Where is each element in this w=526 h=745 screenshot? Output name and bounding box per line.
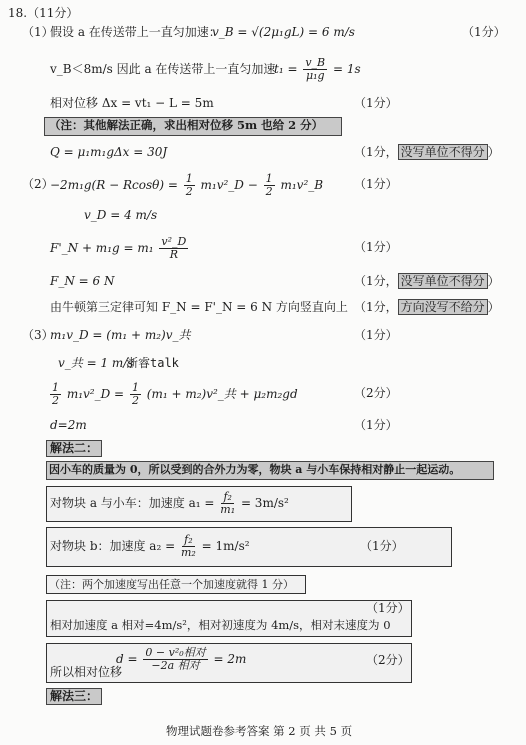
method2-title: 解法二： [46,440,102,457]
part3-label: （3） [22,328,54,342]
note-box-1 [44,117,342,136]
part2-label: （2） [22,177,54,191]
accel-a-fraction [220,491,235,516]
note-2-text: （注：两个加速度写出任意一个加速度就得 1 分） [49,578,294,591]
fn-numerator: v²_D [161,235,187,248]
method2-reason-box [46,461,494,480]
watermark-text: 浙睿talk [126,356,179,370]
rd-left: d = [116,652,138,666]
t1-denominator: μ₁g [305,69,325,82]
e1-right: m₁v²_B [280,178,324,192]
fn-unit-note: 没写单位不得分 [398,273,488,289]
e1-half-2 [264,173,275,198]
accel-b-text: 对物块 b：加速度 a₂ = [50,539,176,553]
heat-formula: Q = μ₁m₁gΔx = 30J [50,145,168,159]
accel-a-text: 对物块 a 与小车：加速度 a₁ = [50,496,215,510]
accel-a-result: = 3m/s² [240,496,289,510]
part1-line2-text: v_B＜8m/s 因此 a 在传送带上一直匀加速 [50,62,276,76]
energy-equation-2 [48,378,298,410]
energy-equation-1-score: （1分） [354,177,398,191]
t1-numerator: v_B [305,56,326,69]
e1-mid: m₁v²_D − [200,178,258,192]
fn-result: F_N = 6 N [50,274,115,288]
page-footer: 物理试题卷参考答案 第 2 页 共 5 页 [166,724,353,738]
e2-right: (m₁ + m₂)v²_共 + μ₂m₂gd [146,387,298,401]
accel-b-den: m₂ [180,546,196,559]
accel-b-fraction [181,534,196,559]
e1-half2-den: 2 [265,185,273,198]
t1-result: = 1s [332,62,361,76]
relative-displacement-formula [116,644,246,674]
part1-label: （1） [22,25,54,39]
e2-half2-num: 1 [131,381,139,394]
distance-result: d=2m [50,418,87,432]
rd-denominator: −2a 相对 [151,659,200,672]
method3-title: 解法三： [46,688,102,705]
note-box-2 [46,575,306,594]
fn-score-end: ） [487,274,500,288]
e2-half2-den: 2 [131,394,139,407]
relative-displacement-text: 所以相对位移 [50,665,123,679]
t1-symbol: t₁ = [274,62,298,76]
accel-a-line [50,488,289,518]
e1-half1-num: 1 [185,172,193,185]
rd-fraction [143,647,207,672]
rd-numerator: 0 − v²₀相对 [145,646,206,659]
relative-motion-text: 相对加速度 a 相对=4m/s²，相对初速度为 4m/s，相对末速度为 0 [50,618,391,632]
e1-left: −2m₁g(R − Rcosθ) = [50,178,178,192]
method2-reason: 因小车的质量为 0，所以受到的合外力为零，物块 a 与小车保持相对静止一起运动。 [49,463,461,476]
e1-half1-den: 2 [185,185,193,198]
fn-score-text: （1分， [354,274,398,288]
newton-direction-note: 方向没写不给分 [398,299,488,315]
momentum-score: （1分） [354,328,398,342]
part1-line1-score: （1分） [462,25,506,39]
t1-fraction [303,57,327,82]
accel-b-score: （1分） [360,539,404,553]
distance-score: （1分） [354,418,398,432]
part1-line3-score: （1分） [354,96,398,110]
accel-a-num: f₂ [223,490,232,503]
newton-third-law: 由牛顿第三定律可知 F_N = F'_N = 6 N 方向竖直向上 [50,300,348,314]
relative-motion-score: （1分） [366,601,410,615]
e2-half-2 [130,382,141,407]
heat-score-end: ） [487,145,500,159]
normal-force-score: （1分） [354,240,398,254]
momentum-formula: m₁v_D = (m₁ + m₂)v_共 [50,328,191,342]
normal-force-equation [50,232,190,264]
fn-result-score [354,274,500,289]
accel-b-result: = 1m/s² [201,539,250,553]
fn-denominator: R [169,248,179,261]
e1-half-1 [184,173,195,198]
rd-right: = 2m [213,652,247,666]
newton-score-text: （1分， [354,300,398,314]
heat-unit-note: 没写单位不得分 [398,144,488,160]
e2-half-1 [50,382,61,407]
e2-half1-num: 1 [52,381,59,394]
newton-score [354,300,500,315]
e1-half2-num: 1 [265,172,273,185]
part1-line1-formula: v_B = √(2μ₁gL) = 6 m/s [212,25,355,39]
part1-line2-formula [274,54,361,84]
part1-line1-text: 假设 a 在传送带上一直匀加速： [50,25,221,39]
vd-result: v_D = 4 m/s [84,208,158,222]
newton-score-end: ） [487,300,500,314]
energy-equation-2-score: （2分） [354,386,398,400]
accel-b-num: f₂ [184,533,193,546]
relative-displacement-score: （2分） [366,653,410,667]
heat-score [354,145,500,160]
energy-equation-1 [50,170,323,200]
e2-half1-den: 2 [52,394,59,407]
e2-mid: m₁v²_D = [66,387,125,401]
problem-header: 18.（11分） [8,6,79,20]
heat-score-text: （1分， [354,145,398,159]
accel-b-line [50,531,250,561]
fn-left: F'_N + m₁g = m₁ [50,241,154,255]
note-1-text: （注：其他解法正确，求出相对位移 5m 也给 2 分） [49,118,324,132]
accel-a-den: m₁ [220,503,236,516]
common-velocity: v_共 = 1 m/s [58,356,134,370]
fn-fraction [159,236,188,261]
part1-line3-text: 相对位移 Δx = vt₁ − L = 5m [50,96,214,110]
